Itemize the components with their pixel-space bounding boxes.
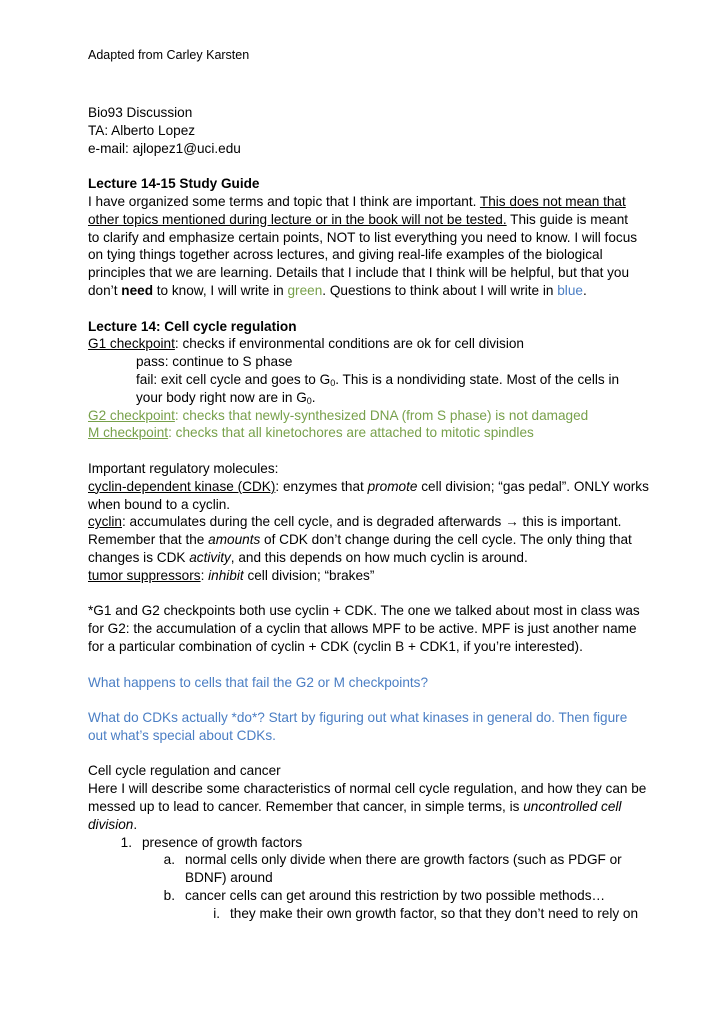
list-item-1b-i: i. they make their own growth factor, so that they don’t need to rely on [213,905,639,921]
intro-line-4: on tying things together across lectures, and giving real-life examples of the biological [88,247,603,263]
cancer-intro-1: Here I will describe some characteristics of normal cell cycle regulation, and how they can be [88,781,647,797]
study-guide-title: Lecture 14-15 Study Guide [88,176,260,192]
g1-pass: pass: continue to S phase [136,354,293,370]
g2-checkpoint: G2 checkpoint: checks that newly-synthesized DNA (from S phase) is not damaged [88,407,589,423]
lecture14-title: Lecture 14: Cell cycle regulation [88,318,297,334]
question-1: What happens to cells that fail the G2 or M checkpoints? [88,674,429,690]
list-item-1: 1. presence of growth factors [120,834,303,850]
cdk-definition-cont: when bound to a cyclin. [88,496,231,512]
page-header [88,47,249,64]
ta-name: TA: Alberto Lopez [88,122,196,138]
ta-email: e-mail: ajlopez1@uci.edu [88,140,241,156]
blue-legend: blue [557,282,583,298]
cancer-heading: Cell cycle regulation and cancer [88,763,281,779]
cancer-intro-3: division. [88,816,138,832]
adapted-from-text: Adapted from Carley Karsten [88,48,250,62]
g1-fail-cont: your body right now are in $G_0$. [136,389,316,406]
question-2-cont: out what’s special about CDKs. [88,727,276,743]
cancer-intro-2: messed up to lead to cancer. Remember that cancer, in simple terms, is uncontrolled cell [88,799,622,815]
note-line-1: *G1 and G2 checkpoints both use cyclin + CDK. The one we talked about most in class was [88,603,640,619]
g1-fail: fail: exit cell cycle and goes to $G_0$. This is a nondividing state. Most of the cells in [136,371,620,388]
intro-line-1: I have organized some terms and topic that I think are important. This does not mean that [88,193,626,209]
document-body [88,104,649,923]
intro-line-2: other topics mentioned during lecture or in the book will not be tested. This guide is meant [88,211,629,227]
course-name: Bio93 Discussion [88,105,193,120]
intro-line-5: principles that we are learning. Details that I include that I think will be helpful, but that you [88,265,630,281]
list-item-1b: b. cancer cells can get around this restriction by two possible methods… [163,888,606,904]
question-2: What do CDKs actually *do*? Start by figuring out what kinases in general do. Then figure [88,710,628,726]
list-item-1a: a. normal cells only divide when there are growth factors (such as PDGF or [163,852,622,868]
intro-line-3: to clarify and emphasize certain points, NOT to list everything you need to know. I will focus [88,229,638,245]
g1-checkpoint: G1 checkpoint: checks if environmental conditions are ok for cell division [88,336,524,352]
cdk-definition: cyclin-dependent kinase (CDK): enzymes that promote cell division; “gas pedal”. ONLY works [88,478,649,494]
cyclin-definition-3: changes is CDK activity, and this depends on how much cyclin is around. [88,549,528,565]
cyclin-definition-2: Remember that the amounts of CDK don’t change during the cell cycle. The only thing that [88,532,632,548]
note-line-3: for a particular combination of cyclin + CDK (cyclin B + CDK1, if you’re interested). [88,638,583,654]
m-checkpoint: M checkpoint: checks that all kinetochores are attached to mitotic spindles [88,425,534,441]
cyclin-definition: cyclin: accumulates during the cell cycle, and is degraded afterwards → this is important. [88,514,622,530]
note-line-2: for G2: the accumulation of a cyclin that allows MPF to be active. MPF is just another name [88,621,637,637]
molecules-heading: Important regulatory molecules: [88,460,279,476]
tumor-suppressors: tumor suppressors: inhibit cell division; “brakes” [88,567,375,583]
intro-line-6: don’t need to know, I will write in green. Questions to think about I will write in blue. [88,282,587,298]
green-legend: green [287,282,323,298]
list-item-1a-cont: BDNF) around [185,870,273,886]
